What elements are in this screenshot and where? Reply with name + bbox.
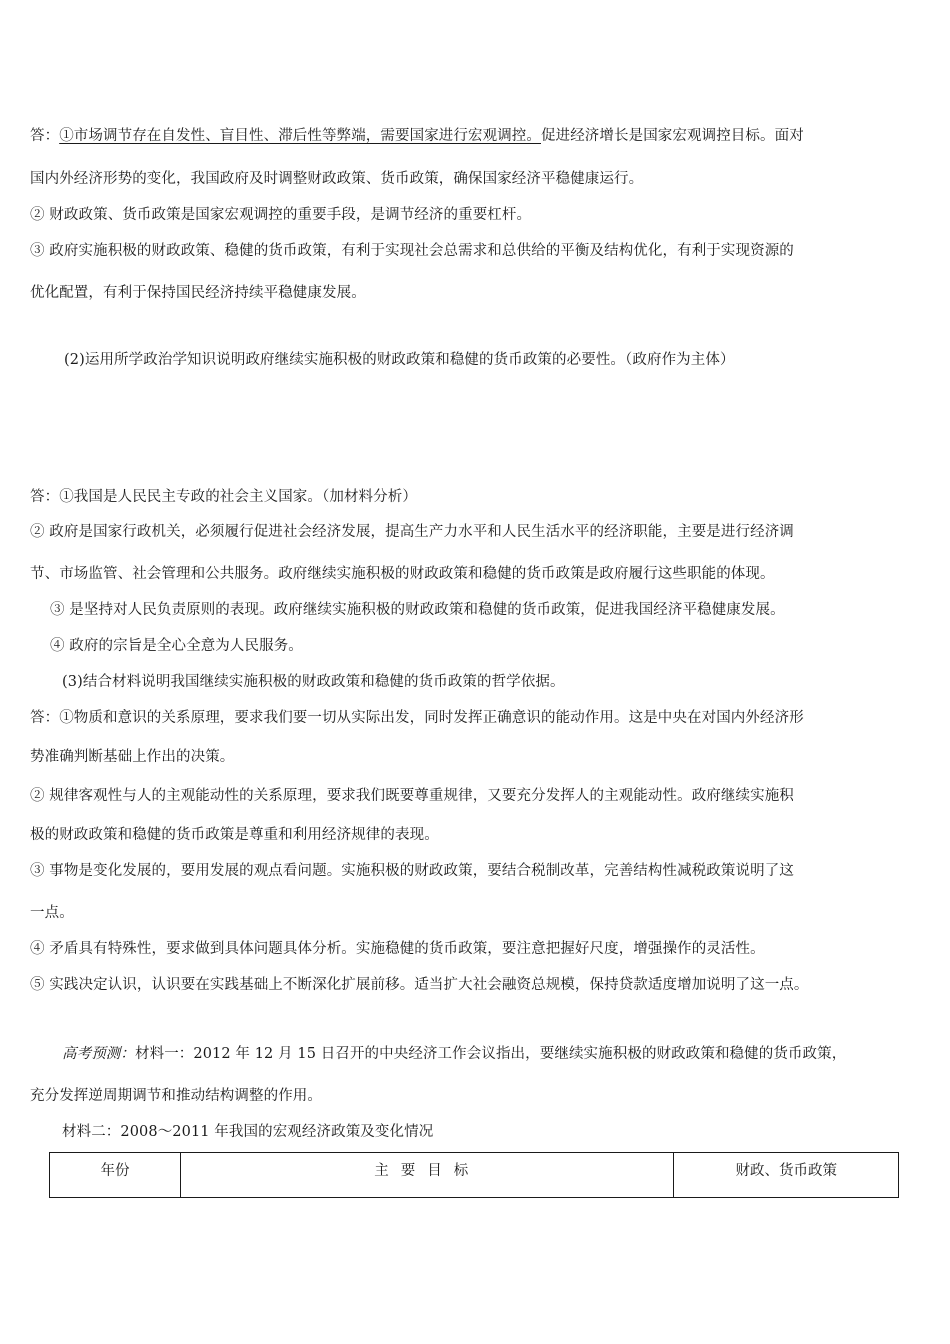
material-2-title: 材料二：2008～2011 年我国的宏观经济政策及变化情况 <box>62 1124 434 1140</box>
forecast-label: 高考预测： <box>62 1046 135 1062</box>
answer-1-line-1 <box>30 126 920 146</box>
answer-3-point-3-line-2: 一点。 <box>30 905 74 921</box>
answer-3-line-1: 答：①物质和意识的关系原理，要求我们要一切从实际出发，同时发挥正确意识的能动作用。这是中央在对国内外经济形 <box>30 710 804 726</box>
question-2: (2)运用所学政治学知识说明政府继续实施积极的财政政策和稳健的货币政策的必要性。（政府作为主体） <box>64 352 735 368</box>
answer-3-line-2: 势准确判断基础上作出的决策。 <box>30 749 235 765</box>
underlined-answer-text: ①市场调节存在自发性、盲目性、滞后性等弊端，需要国家进行宏观调控。 <box>59 128 541 144</box>
answer-1-point-3-line-1: ③ 政府实施积极的财政政策、稳健的货币政策，有利于实现社会总需求和总供给的平衡及结构优化，有利于实现资源的 <box>30 243 794 259</box>
header-policy: 财政、货币政策 <box>674 1153 899 1198</box>
answer-1-point-2: ② 财政政策、货币政策是国家宏观调控的重要手段，是调节经济的重要杠杆。 <box>30 207 532 223</box>
material-1-text: 材料一：2012 年 12 月 15 日召开的中央经济工作会议指出，要继续实施积极的财政政策和稳健的货币政策， <box>135 1046 847 1062</box>
answer-1-point-3-line-2: 优化配置，有利于保持国民经济持续平稳健康发展。 <box>30 285 366 301</box>
forecast-material-1-line-1 <box>62 1044 950 1064</box>
answer-text: 促进经济增长是国家宏观调控目标。面对 <box>541 128 804 144</box>
forecast-material-1-line-2: 充分发挥逆周期调节和推动结构调整的作用。 <box>30 1088 322 1104</box>
header-main-goal: 主要目标 <box>181 1153 674 1198</box>
answer-1-line-2: 国内外经济形势的变化，我国政府及时调整财政政策、货币政策，确保国家经济平稳健康运行。 <box>30 171 644 187</box>
answer-2-line-1: 答：①我国是人民民主专政的社会主义国家。（加材料分析） <box>30 489 417 505</box>
answer-3-point-2-line-2: 极的财政政策和稳健的货币政策是尊重和利用经济规律的表现。 <box>30 827 439 843</box>
answer-3-point-3-line-1: ③ 事物是变化发展的，要用发展的观点看问题。实施积极的财政政策，要结合税制改革，完善结构性减税政策说明了这 <box>30 863 794 879</box>
answer-prefix: 答： <box>30 128 60 144</box>
answer-2-point-2-line-1: ② 政府是国家行政机关，必须履行促进社会经济发展，提高生产力水平和人民生活水平的经济职能，主要是进行经济调 <box>30 524 794 540</box>
question-3: (3)结合材料说明我国继续实施积极的财政政策和稳健的货币政策的哲学依据。 <box>62 674 565 690</box>
answer-2-point-4: ④ 政府的宗旨是全心全意为人民服务。 <box>50 638 303 654</box>
answer-3-point-2-line-1: ② 规律客观性与人的主观能动性的关系原理，要求我们既要尊重规律，又要充分发挥人的主观能动性。政府继续实施积 <box>30 788 794 804</box>
table-header-row <box>50 1153 899 1198</box>
answer-3-point-4: ④ 矛盾具有特殊性，要求做到具体问题具体分析。实施稳健的货币政策，要注意把握好尺度，增强操作的灵活性。 <box>30 941 765 957</box>
header-year: 年份 <box>50 1153 181 1198</box>
answer-2-point-3: ③ 是坚持对人民负责原则的表现。政府继续实施积极的财政政策和稳健的货币政策，促进我国经济平稳健康发展。 <box>50 602 785 618</box>
answer-3-point-5: ⑤ 实践决定认识，认识要在实践基础上不断深化扩展前移。适当扩大社会融资总规模，保持贷款适度增加说明了这一点。 <box>30 977 809 993</box>
answer-2-point-2-line-2: 节、市场监管、社会管理和公共服务。政府继续实施积极的财政政策和稳健的货币政策是政府履行这些职能的体现。 <box>30 566 775 582</box>
policy-table <box>49 1152 899 1198</box>
